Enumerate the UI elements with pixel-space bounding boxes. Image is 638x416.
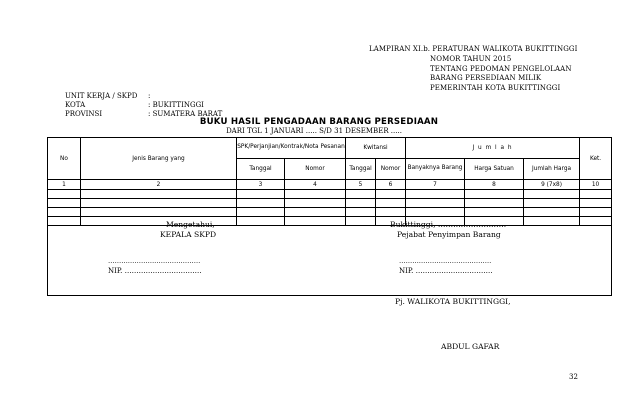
col-number: 3 (237, 180, 285, 190)
left-sign-dots: …………………………………… (108, 257, 201, 265)
field-provinsi-label: PROVINSI (65, 110, 103, 118)
field-unit-kerja-label: UNIT KERJA / SKPD (65, 92, 138, 100)
right-sign-dots: …………………………………… (399, 257, 492, 265)
right-sign-nip: NIP. …………………………… (399, 267, 493, 275)
subheader-harga-satuan: Harga Satuan (465, 159, 524, 180)
table-row (48, 190, 612, 199)
subheader-kwitansi-tanggal: Tanggal (346, 159, 376, 180)
page-title: BUKU HASIL PENGADAAN BARANG PERSEDIAAN (199, 117, 439, 127)
field-kota-label: KOTA (65, 101, 86, 109)
header-ket: Ket. (580, 138, 612, 180)
subheader-spk-tanggal: Tanggal (237, 159, 285, 180)
left-sign-nip: NIP. …………………………… (108, 267, 202, 275)
table-row (48, 208, 612, 217)
lampiran-line-1: LAMPIRAN XI.b. PERATURAN WALIKOTA BUKITTINGGI (369, 45, 578, 53)
period-subtitle: DARI TGL 1 JANUARI ..... S/D 31 DESEMBER ..... (226, 127, 402, 135)
signatory-name: ABDUL GAFAR (441, 342, 500, 351)
subheader-spk-nomor: Nomor (285, 159, 346, 180)
field-unit-kerja-value: : (148, 92, 151, 100)
col-number: 10 (580, 180, 612, 190)
header-spk: SPK/Perjanjian/Kontrak/Nota Pesanan (237, 138, 346, 159)
right-sign-title: Pejabat Penyimpan Barang (397, 230, 501, 239)
table-row (48, 217, 612, 226)
subheader-kwitansi-nomor: Nomor (376, 159, 406, 180)
col-number: 2 (81, 180, 237, 190)
col-number: 5 (346, 180, 376, 190)
col-number: 7 (406, 180, 465, 190)
left-sign-mengetahui: Mengetahui, (166, 220, 215, 229)
header-jumlah: J u m l a h (406, 138, 580, 159)
col-number: 6 (376, 180, 406, 190)
lampiran-line-5: PEMERINTAH KOTA BUKITTINGGI (430, 84, 561, 92)
lampiran-line-2: NOMOR TAHUN 2015 (430, 55, 512, 63)
left-sign-title: KEPALA SKPD (160, 230, 217, 239)
subheader-banyaknya: Banyaknya Barang (406, 159, 465, 180)
header-no: No (48, 138, 81, 180)
column-number-row (48, 180, 612, 190)
table-row (48, 199, 612, 208)
col-number: 1 (48, 180, 81, 190)
lampiran-line-3: TENTANG PEDOMAN PENGELOLAAN (430, 65, 572, 73)
page-number: 32 (569, 373, 578, 381)
field-provinsi-value: : SUMATERA BARAT (148, 110, 223, 118)
col-number: 9 (7x8) (524, 180, 580, 190)
field-kota-value: : BUKITTINGGI (148, 101, 204, 109)
right-sign-place-date: Bukittinggi, ……………………… (390, 220, 507, 229)
header-jenis-barang: Jenis Barang yang (81, 138, 237, 180)
subheader-jumlah-harga: Jumlah Harga (524, 159, 580, 180)
col-number: 8 (465, 180, 524, 190)
pj-walikota: Pj. WALIKOTA BUKITTINGGI, (395, 297, 511, 306)
header-kwitansi: Kwitansi (346, 138, 406, 159)
lampiran-line-4: BARANG PERSEDIAAN MILIK (430, 74, 542, 82)
col-number: 4 (285, 180, 346, 190)
